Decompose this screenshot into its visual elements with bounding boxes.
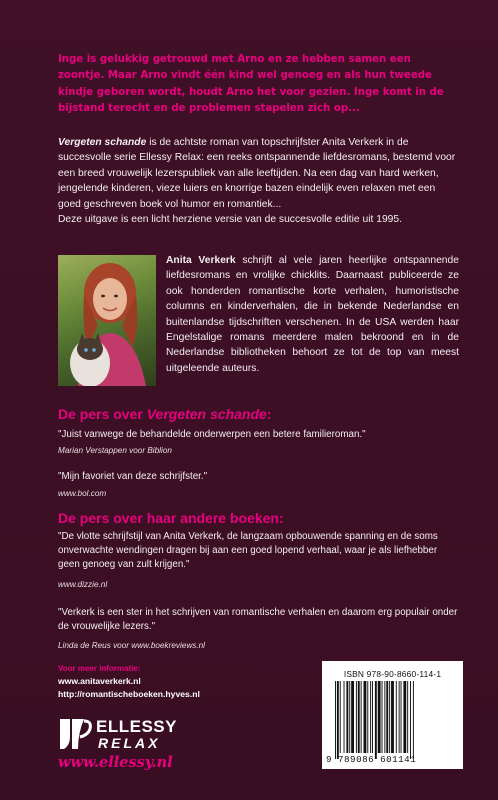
press-quote: "Mijn favoriet van deze schrijfster." xyxy=(58,471,208,482)
barcode-digits: 9 789086 601141 xyxy=(326,754,417,765)
author-bio xyxy=(166,253,459,376)
ellessy-relax-logo xyxy=(58,715,177,755)
press-heading-other-books: De pers over haar andere boeken: xyxy=(58,510,284,526)
press-heading-book xyxy=(58,406,271,422)
hyves-link[interactable]: http://romantischeboeken.hyves.nl xyxy=(58,689,200,699)
edition-note: Deze uitgave is een licht herziene versie van de succesvolle editie uit 1995. xyxy=(58,214,403,226)
press-quote-source: www.bol.com xyxy=(58,489,107,498)
blurb-book-title: Vergeten schande xyxy=(58,137,147,148)
author-photo xyxy=(58,255,156,386)
author-photo-illustration xyxy=(58,255,156,386)
website-link[interactable]: www.anitaverkerk.nl xyxy=(58,676,141,686)
logo-line2: RELAX xyxy=(98,735,161,751)
publisher-website[interactable]: www.ellessy.nl xyxy=(58,754,173,771)
isbn-number: ISBN 978-90-8660-114-1 xyxy=(343,669,442,679)
press-heading-title: Vergeten schande xyxy=(146,406,267,422)
book-blurb xyxy=(58,135,458,227)
press-quote-source: www.dizzie.nl xyxy=(58,580,108,589)
author-bio-text: schrijft al vele jaren heerlijke ontspannende liefdesromans en vrolijke chicklits. Daarnaast publiceerde ze ook honderden romantische korte verhalen, humoristische columns en kinderverhalen, die in bekende Nederlandse en buitenlandse tijdschriften verschenen. In de USA werden haar Engelstalige romans meerdere malen bekroond en in de Nederlandse bibliotheken behoort ze tot de top van meest uitgeleende auteurs. xyxy=(166,255,459,374)
more-info-label: Voor meer informatie: xyxy=(58,664,141,673)
blurb-text: is de achtste roman van topschrijfster Anita Verkerk in de succesvolle serie Ellessy Relax: een reeks ontspannende liefdesromans, bestemd voor een breed vrouwelijk lezerspubliek van alle leeftijden. Na een dag van hard werken, jengelende kinderen, vieze luiers en knorrige bazen eindelijk even relaxen met een goed geschreven boek vol humor en romantiek... xyxy=(58,137,456,210)
press-heading-prefix: De pers over xyxy=(58,406,147,422)
press-quote-source: Marian Verstappen voor Biblion xyxy=(58,446,172,455)
intro-teaser: Inge is gelukkig getrouwd met Arno en ze hebben samen een zoontje. Maar Arno vindt één kind wel genoeg en als hun tweede kindje geboren wordt, houdt Arno het voor gezien. Inge komt in de bijstand terecht en de problemen stapelen zich op... xyxy=(58,54,444,115)
press-quote: "De vlotte schrijfstijl van Anita Verkerk, de langzaam opbouwende spanning en de soms onverwachte wendingen dragen bij aan een goed lopend verhaal, waar je als liefhebber geen genoeg van zult krijgen." xyxy=(58,531,438,570)
barcode-bars xyxy=(335,681,453,759)
press-quote: "Verkerk is een ster in het schrijven van romantische verhalen en daarom erg populair onder de vrouwelijke lezers." xyxy=(58,607,458,632)
author-name: Anita Verkerk xyxy=(166,255,236,266)
press-quote: "Juist vanwege de behandelde onderwerpen een betere familieroman." xyxy=(58,429,366,440)
press-quote-source: Linda de Reus voor www.boekreviews.nl xyxy=(58,641,205,650)
logo-line1: ELLESSY xyxy=(96,717,177,736)
press-heading-suffix: : xyxy=(266,406,272,422)
isbn-barcode xyxy=(322,661,463,769)
